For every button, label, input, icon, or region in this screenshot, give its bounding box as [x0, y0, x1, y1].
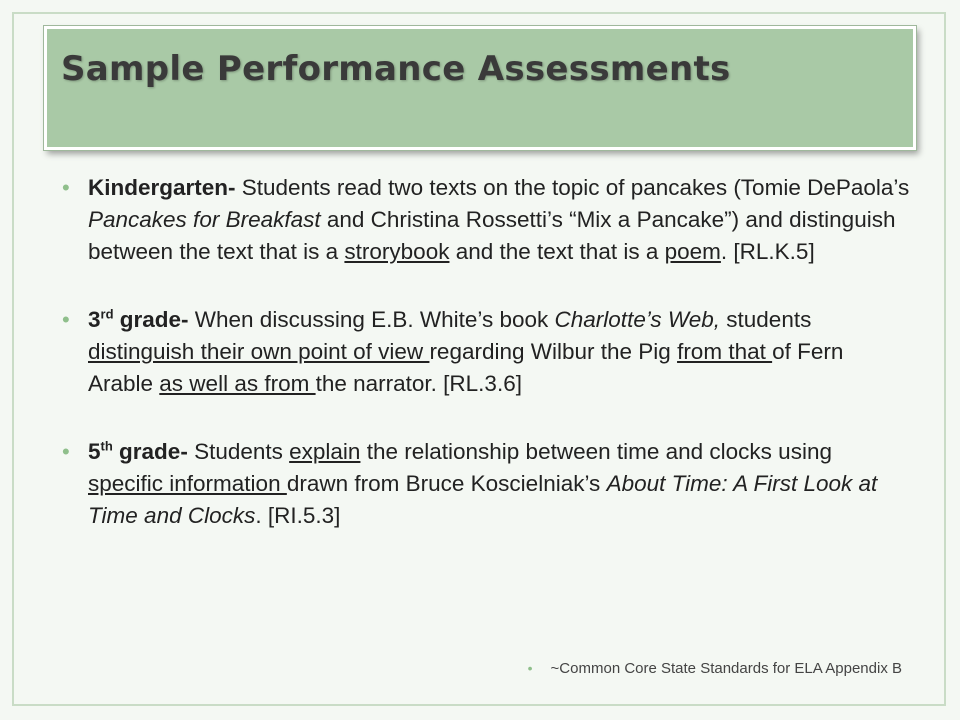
bullet-text: Students read two texts on the topic of pancakes (Tomie DePaola’s [235, 175, 910, 200]
title-band [44, 26, 916, 150]
bullet-text: the relationship between time and clocks using [360, 439, 832, 464]
book-title: Charlotte’s Web, [554, 307, 721, 332]
underlined-text: from that [677, 339, 773, 364]
underlined-text: explain [289, 439, 361, 464]
bullet-text: When discussing E.B. White’s book [188, 307, 555, 332]
bullet-third-grade [62, 304, 912, 400]
bullet-text: Students [187, 439, 290, 464]
underlined-text: specific information [88, 471, 287, 496]
book-title: Pancakes for Breakfast [88, 207, 321, 232]
grade-number: 5 [88, 439, 101, 464]
grade-number: 3 [88, 307, 101, 332]
bullet-text: . [RL.K.5] [720, 239, 815, 264]
bullet-text: students [720, 307, 812, 332]
bullet-kindergarten [62, 172, 912, 268]
bullet-label: Kindergarten- [88, 175, 236, 200]
bullet-text: drawn from Bruce Koscielniak’s [286, 471, 607, 496]
bullet-label: grade- [112, 439, 188, 464]
grade-suffix: th [100, 438, 113, 454]
bullet-dot-icon: • [62, 175, 70, 200]
source-text: ~Common Core State Standards for ELA Appendix B [550, 660, 902, 677]
bullet-dot-icon: • [62, 307, 70, 332]
bullet-text: the narrator. [RL.3.6] [315, 371, 522, 396]
bullet-dot-icon: • [527, 660, 533, 676]
bullet-text: regarding Wilbur the Pig [429, 339, 678, 364]
bullet-text: . [RI.5.3] [255, 503, 341, 528]
underlined-text: poem [664, 239, 721, 264]
bullet-dot-icon: • [62, 439, 70, 464]
bullet-fifth-grade [62, 436, 912, 532]
page-title: Sample Performance Assessments [61, 49, 731, 89]
bullet-list [62, 172, 912, 568]
bullet-label: grade- [113, 307, 189, 332]
grade-suffix: rd [100, 306, 114, 322]
underlined-text: strorybook [344, 239, 450, 264]
bullet-text: and the text that is a [449, 239, 665, 264]
underlined-text: distinguish their own point of view [88, 339, 430, 364]
bullet-text: and Christina Rossetti’s “Mix a Pancake”) and distinguish between the text that is a [88, 207, 896, 264]
underlined-text: as well as from [159, 371, 316, 396]
book-title: About Time: A First Look at Time and Clocks [88, 471, 878, 528]
source-citation [528, 660, 902, 677]
bullet-text: of Fern Arable [88, 339, 844, 396]
